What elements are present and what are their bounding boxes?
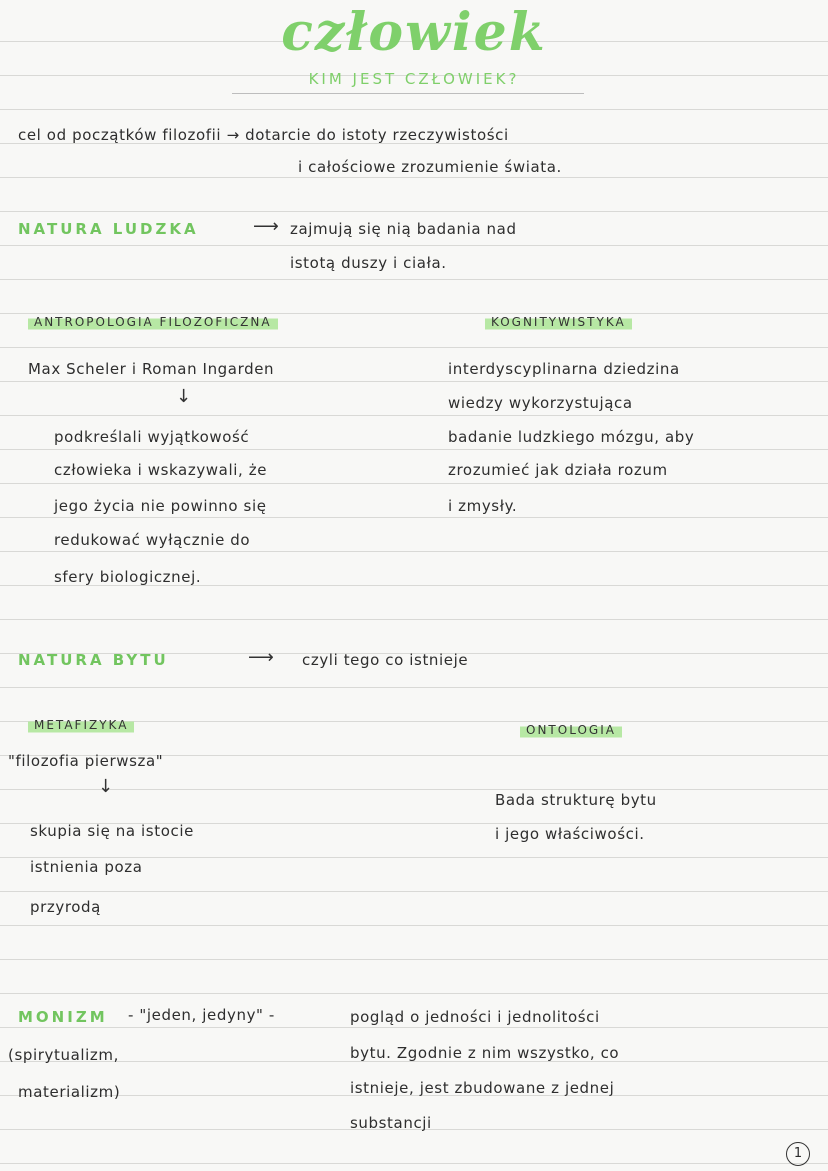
monizm-quote: - "jeden, jedyny" - [128, 1006, 275, 1024]
metafizyka-line: przyrodą [30, 898, 101, 916]
monizm-right-line: bytu. Zgodnie z nim wszystko, co [350, 1044, 620, 1062]
kognitywistyka-line: i zmysły. [448, 497, 518, 515]
kognitywistyka-line: wiedzy wykorzystująca [448, 394, 633, 412]
monizm-left-line: (spirytualizm, [8, 1046, 119, 1064]
metafizyka-line: skupia się na istocie [30, 822, 194, 840]
antropologia-line: człowieka i wskazywali, że [54, 461, 268, 479]
natura-bytu-arrow: ⟶ [248, 647, 274, 668]
kognitywistyka-line: zrozumieć jak działa rozum [448, 461, 668, 479]
metafizyka-label: METAFIZYKA [28, 716, 134, 734]
monizm-right-line: substancji [350, 1114, 432, 1132]
kognitywistyka-label: KOGNITYWISTYKA [485, 313, 632, 331]
metafizyka-arrow: ↓ [98, 776, 114, 797]
antropologia-line: podkreślali wyjątkowość [54, 428, 250, 446]
natura-ludzka-heading: NATURA LUDZKA [18, 220, 199, 238]
ontologia-line: Bada strukturę bytu [495, 791, 657, 809]
intro-line-1: cel od początków filozofii → dotarcie do istoty rzeczywistości [18, 126, 509, 144]
natura-ludzka-line-2: istotą duszy i ciała. [290, 254, 447, 272]
natura-ludzka-line-1: zajmują się nią badania nad [290, 220, 517, 238]
antropologia-line: sfery biologicznej. [54, 568, 202, 586]
page-title: człowiek [281, 2, 547, 63]
subtitle-underline [232, 93, 584, 94]
antropologia-arrow: ↓ [176, 386, 192, 407]
antropologia-line: redukować wyłącznie do [54, 531, 251, 549]
kognitywistyka-line: badanie ludzkiego mózgu, aby [448, 428, 695, 446]
monizm-right-line: istnieje, jest zbudowane z jednej [350, 1079, 615, 1097]
monizm-left-line: materializm) [18, 1083, 121, 1101]
natura-bytu-text: czyli tego co istnieje [302, 651, 469, 669]
page-subtitle: KIM JEST CZŁOWIEK? [308, 70, 520, 88]
natura-ludzka-arrow: ⟶ [253, 216, 279, 237]
natura-bytu-heading: NATURA BYTU [18, 651, 169, 669]
antropologia-names: Max Scheler i Roman Ingarden [28, 360, 275, 378]
page-number: 1 [786, 1142, 810, 1166]
antropologia-label: ANTROPOLOGIA FILOZOFICZNA [28, 313, 278, 331]
metafizyka-line: istnienia poza [30, 858, 143, 876]
antropologia-line: jego życia nie powinno się [54, 497, 267, 515]
intro-line-2: i całościowe zrozumienie świata. [298, 158, 562, 176]
kognitywistyka-line: interdyscyplinarna dziedzina [448, 360, 680, 378]
metafizyka-quote: "filozofia pierwsza" [8, 752, 164, 770]
ontologia-label: ONTOLOGIA [520, 721, 622, 739]
monizm-heading: MONIZM [18, 1008, 108, 1026]
ontologia-line: i jego właściwości. [495, 825, 645, 843]
monizm-right-line: pogląd o jedności i jednolitości [350, 1008, 600, 1026]
